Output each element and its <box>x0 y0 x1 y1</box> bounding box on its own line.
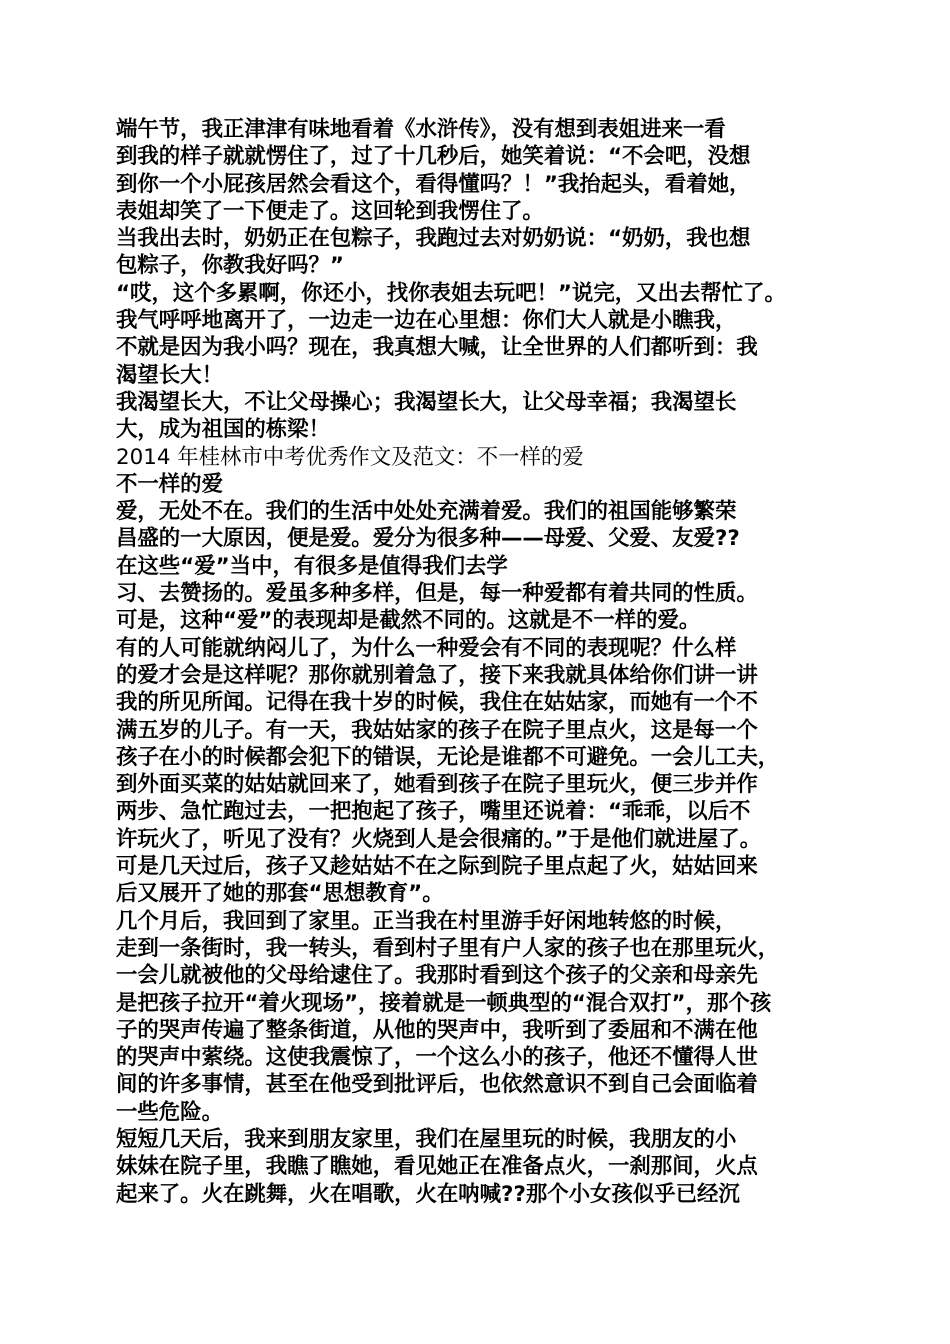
text-line: 渴望长大！ <box>116 362 223 388</box>
text-line: 有的人可能就纳闷儿了，为什么一种爱会有不同的表现呢？什么样 <box>116 635 737 661</box>
text-line: 我气呼呼地离开了，一边走一边在心里想：你们大人就是小瞧我， <box>116 308 737 334</box>
text-line: 满五岁的儿子。有一天，我姑姑家的孩子在院子里点火，这是每一个 <box>116 717 758 743</box>
text-line: 到我的样子就就愣住了，过了十几秒后，她笑着说：“不会吧，没想 <box>116 144 751 170</box>
text-line: 的爱才会是这样呢？那你就别着急了，接下来我就具体给你们讲一讲 <box>116 662 758 688</box>
text-line: 是把孩子拉开“着火现场”，接着就是一顿典型的“混合双打”，那个孩 <box>116 990 772 1016</box>
text-line: 妹妹在院子里，我瞧了瞧她，看见她正在准备点火，一刹那间，火点 <box>116 1154 758 1180</box>
text-line: 当我出去时，奶奶正在包粽子，我跑过去对奶奶说：“奶奶，我也想 <box>116 226 751 252</box>
text-line: 走到一条街时，我一转头，看到村子里有户人家的孩子也在那里玩火， <box>116 935 780 961</box>
text-line: 一会儿就被他的父母给逮住了。我那时看到这个孩子的父亲和母亲先 <box>116 963 758 989</box>
text-line: 到你一个小屁孩居然会看这个，看得懂吗？！”我抬起头，看着她， <box>116 171 751 197</box>
text-line: 在这些“爱”当中，有很多是值得我们去学 <box>116 553 508 579</box>
article-subtitle: 不一样的爱 <box>116 471 223 497</box>
text-line: 子的哭声传遍了整条街道，从他的哭声中，我听到了委屈和不满在他 <box>116 1017 758 1043</box>
text-line: 短短几天后，我来到朋友家里，我们在屋里玩的时候，我朋友的小 <box>116 1126 737 1152</box>
text-line: 两步、急忙跑过去，一把抱起了孩子，嘴里还说着：“乖乖，以后不 <box>116 799 751 825</box>
text-line: 许玩火了，听见了没有？火烧到人是会很痛的。”于是他们就进屋了。 <box>116 826 762 852</box>
document-page <box>116 116 846 1208</box>
text-line: 到外面买菜的姑姑就回来了，她看到孩子在院子里玩火，便三步并作 <box>116 772 758 798</box>
text-line: 一些危险。 <box>116 1099 223 1125</box>
text-line: 大，成为祖国的栋梁！ <box>116 417 330 443</box>
text-line: 爱，无处不在。我们的生活中处处充满着爱。我们的祖国能够繁荣 <box>116 499 737 525</box>
text-line: 我渴望长大，不让父母操心；我渴望长大，让父母幸福；我渴望长 <box>116 389 737 415</box>
text-line: “哎，这个多累啊，你还小，找你表姐去玩吧！”说完，又出去帮忙了。 <box>116 280 786 306</box>
text-line: 可是几天过后，孩子又趁姑姑不在之际到院子里点起了火，姑姑回来 <box>116 854 758 880</box>
text-line: 不就是因为我小吗？现在，我真想大喊，让全世界的人们都听到：我 <box>116 335 758 361</box>
text-line: 起来了。火在跳舞，火在唱歌，火在呐喊??那个小女孩似乎已经沉 <box>116 1181 740 1207</box>
text-line: 几个月后，我回到了家里。正当我在村里游手好闲地转悠的时候， <box>116 908 737 934</box>
text-line: 昌盛的一大原因，便是爱。爱分为很多种——母爱、父爱、友爱?? <box>116 526 740 552</box>
text-line: 包粽子，你教我好吗？” <box>116 253 344 279</box>
text-line: 的哭声中萦绕。这使我震惊了，一个这么小的孩子，他还不懂得人世 <box>116 1045 758 1071</box>
text-line: 可是，这种“爱”的表现却是截然不同的。这就是不一样的爱。 <box>116 608 701 634</box>
text-line: 端午节，我正津津有味地看着《水浒传》，没有想到表姐进来一看 <box>116 117 726 142</box>
text-line: 表姐却笑了一下便走了。这回轮到我愣住了。 <box>116 198 544 224</box>
text-line: 习、去赞扬的。爱虽多种多样，但是，每一种爱都有着共同的性质。 <box>116 581 758 607</box>
article-title: 2014 年桂林市中考优秀作文及范文：不一样的爱 <box>116 444 584 470</box>
text-line: 孩子在小的时候都会犯下的错误，无论是谁都不可避免。一会儿工夫， <box>116 744 780 770</box>
text-line: 间的许多事情，甚至在他受到批评后，也依然意识不到自己会面临着 <box>116 1072 758 1098</box>
text-line: 后又展开了她的那套“思想教育”。 <box>116 881 444 907</box>
text-line: 我的所见所闻。记得在我十岁的时候，我住在姑姑家，而她有一个不 <box>116 690 758 716</box>
